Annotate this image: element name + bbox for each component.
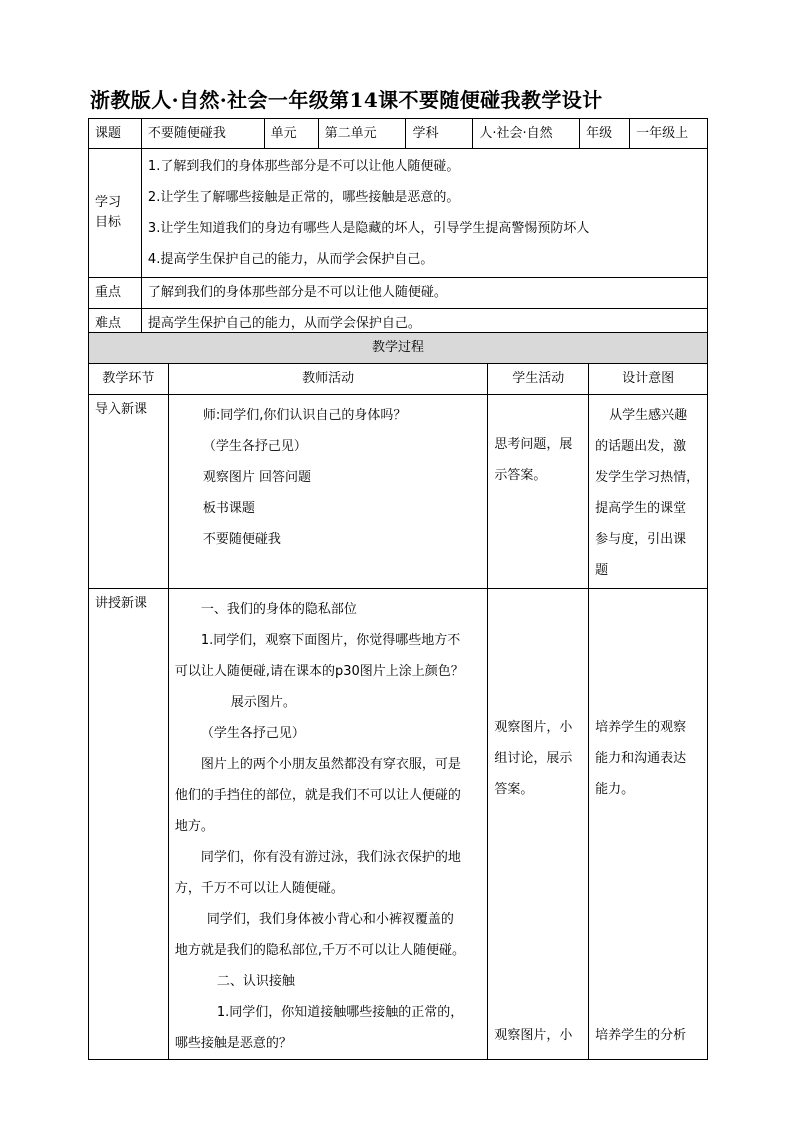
teacher-line: 展示图片。 [230, 695, 296, 710]
unit-label: 单元 [264, 119, 318, 149]
new-lesson-student-activity [488, 589, 589, 1060]
goal-item: 2.让学生了解哪些接触是正常的，哪些接触是恶意的。 [147, 190, 460, 205]
goal-item: 1.了解到我们的身体那些部分是不可以让他人随便碰。 [147, 159, 460, 174]
document-title: 浙教版人·自然·社会一年级第14课不要随便碰我教学设计 [90, 88, 603, 112]
teacher-line: 图片上的两个小朋友虽然都没有穿衣服，可是 [200, 757, 461, 772]
teacher-line: 1.同学们，你知道接触哪些接触的正常的， [216, 1005, 464, 1020]
intro-row [89, 395, 708, 589]
goal-item: 4.提高学生保护自己的能力，从而学会保护自己。 [147, 252, 434, 267]
difficulty-label: 难点 [89, 309, 142, 340]
teacher-line: 同学们，我们身体被小背心和小裤衩覆盖的 [206, 912, 454, 927]
process-heading: 教学过程 [89, 333, 708, 364]
teacher-line: 他们的手挡住的部位，就是我们不可以让人便碰的 [174, 788, 461, 803]
student-line: 观察图片，小 [494, 720, 573, 735]
teacher-line: 可以让人随便碰,请在课本的p30图片上涂上颜色？ [174, 664, 464, 679]
subject-label: 学科 [406, 119, 473, 149]
new-lesson-teacher-activity [168, 589, 487, 1060]
intro-student-activity [488, 395, 589, 589]
subject-value: 人·社会·自然 [473, 119, 580, 149]
intro-stage: 导入新课 [89, 395, 169, 589]
intent-line: 发学生学习热情， [595, 470, 700, 485]
goals-row [89, 149, 708, 278]
student-line: 组讨论，展示 [494, 751, 573, 766]
unit-value: 第二单元 [318, 119, 406, 149]
goals-list [141, 149, 707, 278]
intent-line: 参与度，引出课 [595, 532, 687, 547]
intent-line: 题 [595, 563, 609, 578]
teacher-line: 二、认识接触 [216, 974, 295, 989]
student-line: 思考问题，展 [494, 437, 573, 452]
student-line: 示答案。 [494, 468, 547, 483]
column-header-teacher: 教师活动 [168, 364, 487, 395]
teacher-line: 一、我们的身体的隐私部位 [200, 602, 357, 617]
teacher-line: 哪些接触是恶意的？ [174, 1036, 292, 1051]
teacher-line: （学生各抒己见） [202, 439, 307, 454]
teacher-line: 不要随便碰我 [202, 532, 281, 547]
intent-line: 提高学生的课堂 [595, 501, 687, 516]
intro-design-intent [589, 395, 708, 589]
teacher-line: 地方。 [174, 819, 214, 834]
teacher-line: 方，千万不可以让人随便碰。 [174, 881, 344, 896]
teacher-line: 师:同学们,你们认识自己的身体吗？ [202, 408, 407, 423]
student-line: 答案。 [494, 782, 534, 797]
intent-line: 培养学生的分析 [595, 1028, 687, 1043]
process-heading-row [89, 333, 708, 364]
goals-label-line1: 学习 [95, 195, 122, 210]
teacher-line: 1.同学们，观察下面图片，你觉得哪些地方不 [200, 633, 461, 648]
intent-line: 能力和沟通表达 [595, 751, 687, 766]
new-lesson-row [89, 589, 708, 1060]
teacher-line: （学生各抒己见） [200, 726, 305, 741]
difficulty-value: 提高学生保护自己的能力，从而学会保护自己。 [141, 309, 707, 340]
info-row [89, 119, 708, 149]
goal-item: 3.让学生知道我们的身边有哪些人是隐藏的坏人，引导学生提高警惕预防坏人 [147, 221, 590, 236]
lesson-label: 课题 [89, 119, 142, 149]
column-header-stage: 教学环节 [89, 364, 169, 395]
column-header-student: 学生活动 [488, 364, 589, 395]
intent-line: 能力。 [595, 782, 635, 797]
teacher-line: 同学们，你有没有游过泳，我们泳衣保护的地 [200, 850, 461, 865]
teaching-process-table [88, 332, 708, 1060]
intent-line: 从学生感兴趣 [609, 408, 688, 423]
student-line: 观察图片，小 [494, 1028, 573, 1043]
teacher-line: 观察图片 回答问题 [202, 470, 311, 485]
grade-value: 一年级上 [630, 119, 708, 149]
new-lesson-design-intent [589, 589, 708, 1060]
lesson-value: 不要随便碰我 [141, 119, 264, 149]
key-point-value: 了解到我们的身体那些部分是不可以让他人随便碰。 [141, 278, 707, 309]
intro-teacher-activity [168, 395, 487, 589]
intent-line: 的话题出发，激 [595, 439, 687, 454]
goals-label [89, 149, 142, 278]
column-header-intent: 设计意图 [589, 364, 708, 395]
process-column-header-row [89, 364, 708, 395]
teacher-line: 板书课题 [202, 501, 255, 516]
intent-line: 培养学生的观察 [595, 720, 687, 735]
goals-label-line2: 目标 [95, 215, 122, 230]
lesson-info-table [88, 118, 708, 340]
teacher-line: 地方就是我们的隐私部位,千万不可以让人随便碰。 [174, 943, 465, 958]
new-lesson-stage: 讲授新课 [89, 589, 169, 1060]
intent-block-1 [595, 594, 701, 805]
grade-label: 年级 [580, 119, 630, 149]
student-block-1 [494, 594, 582, 805]
key-point-label: 重点 [89, 278, 142, 309]
key-point-row [89, 278, 708, 309]
